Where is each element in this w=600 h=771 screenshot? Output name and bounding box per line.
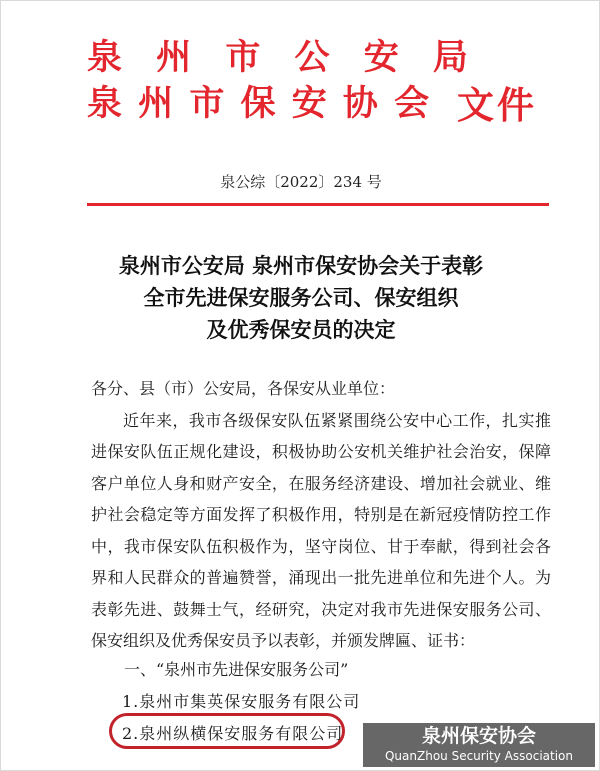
issuer-public-security-bureau: 泉 州 市 公 安 局 — [87, 37, 479, 78]
section-heading: 一、“泉州市先进保安服务公司” — [124, 660, 349, 679]
list-item-highlighted: 2.泉州纵横保安服务有限公司 — [122, 724, 344, 743]
document-number: 泉公综〔2022〕234 号 — [220, 173, 382, 191]
body-paragraph: 近年来，我市各级保安队伍紧紧围绕公安中心工作，扎实推进保安队伍正规化建设，积极协助公安机关维护社会治安，保障客户单位人身和财产安全，在服务经济建设、增加社会就业、维护社会稳定等方面发挥了积极作用，特别是在新冠疫情防控工作中，我市保安队伍积极作为，坚守岗位、甘于奉献，得到社会各界和人民群众的普遍赞誉，涌现出一批先进单位和先进个人。为表彰先进、鼓舞士气，经研究，决定对我市先进保安服务公司、保安组织及优秀保安员予以表彰，并颁发牌匾、证书： — [91, 410, 551, 650]
watermark-chinese: 泉州保安协会 — [421, 725, 536, 747]
watermark-english: QuanZhou Security Association — [384, 749, 573, 763]
title-line-1: 泉州市公安局 泉州市保安协会关于表彰 — [118, 253, 484, 278]
title-line-3: 及优秀保安员的决定 — [206, 317, 396, 342]
list-item: 1.泉州市集英保安服务有限公司 — [122, 692, 361, 711]
document-body — [91, 373, 551, 657]
issuer-security-association: 泉 州 市 保 安 协 会 — [87, 83, 432, 124]
association-watermark — [363, 723, 595, 767]
document-type-label: 文件 — [457, 83, 537, 127]
red-highlight-circle — [109, 713, 345, 749]
document-title — [1, 250, 600, 346]
red-divider-line — [87, 203, 549, 206]
issuer-block — [87, 35, 479, 127]
salutation: 各分、县（市）公安局，各保安从业单位： — [91, 379, 396, 398]
title-line-2: 全市先进保安服务公司、保安组织 — [143, 285, 459, 310]
